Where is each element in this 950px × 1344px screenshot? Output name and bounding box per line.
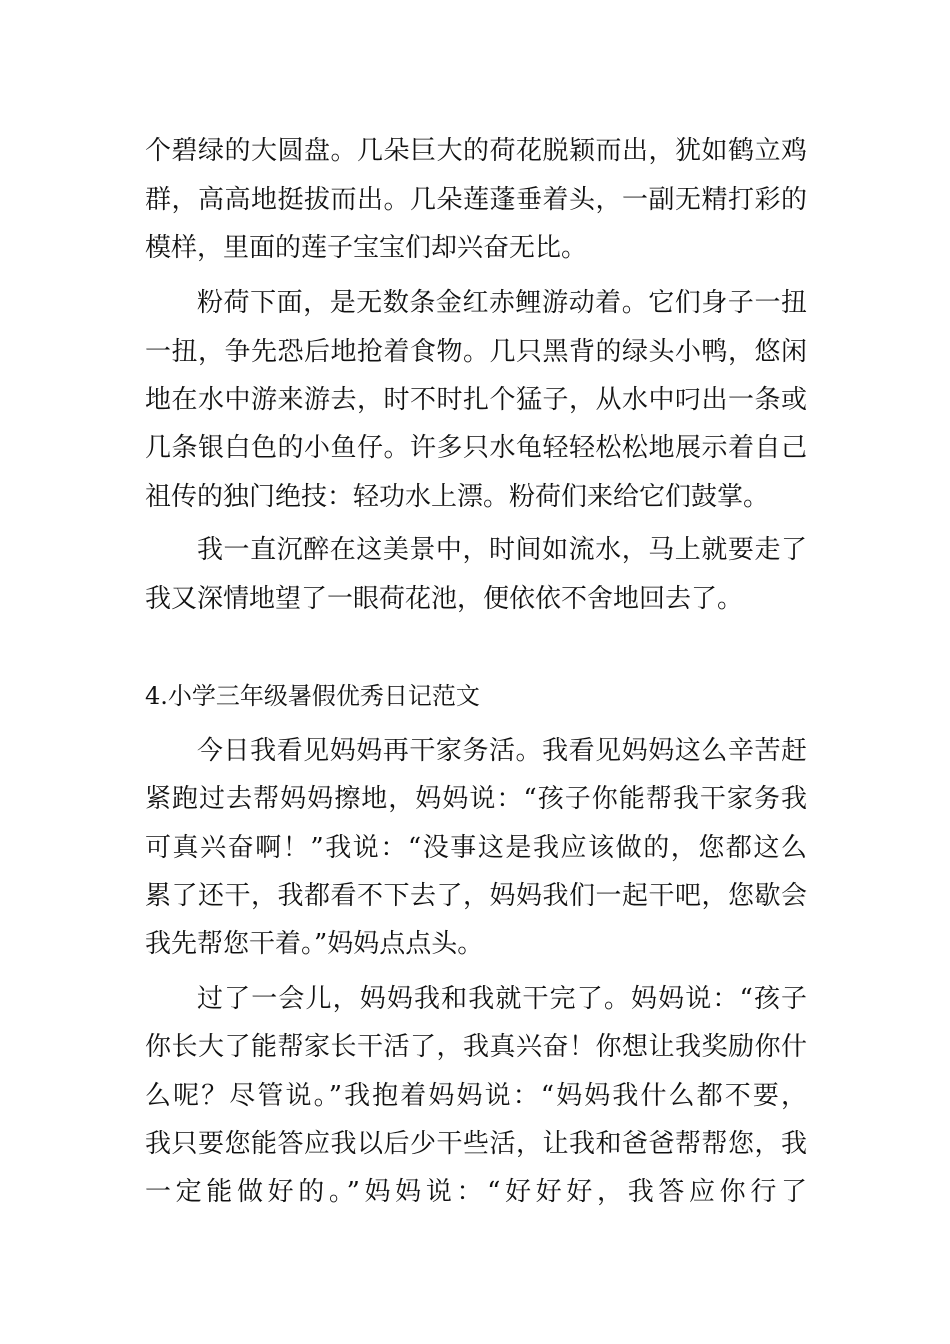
text-line: 你长大了能帮家长干活了，我真兴奋！你想让我奖励你什: [145, 1032, 807, 1062]
text-line: 紧跑过去帮妈妈擦地，妈妈说：“孩子你能帮我干家务我: [145, 784, 807, 814]
text-line: 可真兴奋啊！”我说：“没事这是我应该做的，您都这么: [145, 833, 807, 863]
text-line: 今日我看见妈妈再干家务活。我看见妈妈这么辛苦赶: [197, 736, 807, 766]
text-line: 祖传的独门绝技：轻功水上漂。粉荷们来给它们鼓掌。: [145, 482, 770, 512]
text-line: 我只要您能答应我以后少干些活，让我和爸爸帮帮您，我: [145, 1129, 807, 1159]
text-line: 累了还干，我都看不下去了，妈妈我们一起干吧，您歇会: [145, 881, 807, 911]
text-line: 我一直沉醉在这美景中，时间如流水，马上就要走了: [197, 535, 807, 565]
text-line: 过了一会儿，妈妈我和我就干完了。妈妈说：“孩子: [197, 984, 807, 1014]
text-line: 模样，里面的莲子宝宝们却兴奋无比。: [145, 233, 588, 263]
text-line: 一定能做好的。”妈妈说：“好好好，我答应你行了: [145, 1177, 807, 1207]
text-line: 粉荷下面，是无数条金红赤鲤游动着。它们身子一扭: [197, 288, 807, 318]
text-line: 群，高高地挺拔而出。几朵莲蓬垂着头，一副无精打彩的: [145, 185, 807, 215]
text-line: 地在水中游来游去，时不时扎个猛子，从水中叼出一条或: [145, 385, 807, 415]
text-line: 我又深情地望了一眼荷花池，便依依不舍地回去了。: [145, 584, 744, 614]
text-line: 几条银白色的小鱼仔。许多只水龟轻轻松松地展示着自己: [145, 433, 807, 463]
text-line: 我先帮您干着。”妈妈点点头。: [145, 929, 484, 959]
text-line: 一扭，争先恐后地抢着食物。几只黑背的绿头小鸭，悠闲: [145, 337, 807, 367]
section-heading: 4.小学三年级暑假优秀日记范文: [145, 682, 480, 710]
text-line: 么呢？尽管说。”我抱着妈妈说：“妈妈我什么都不要，: [145, 1081, 807, 1111]
text-line: 个碧绿的大圆盘。几朵巨大的荷花脱颖而出，犹如鹤立鸡: [145, 136, 807, 166]
